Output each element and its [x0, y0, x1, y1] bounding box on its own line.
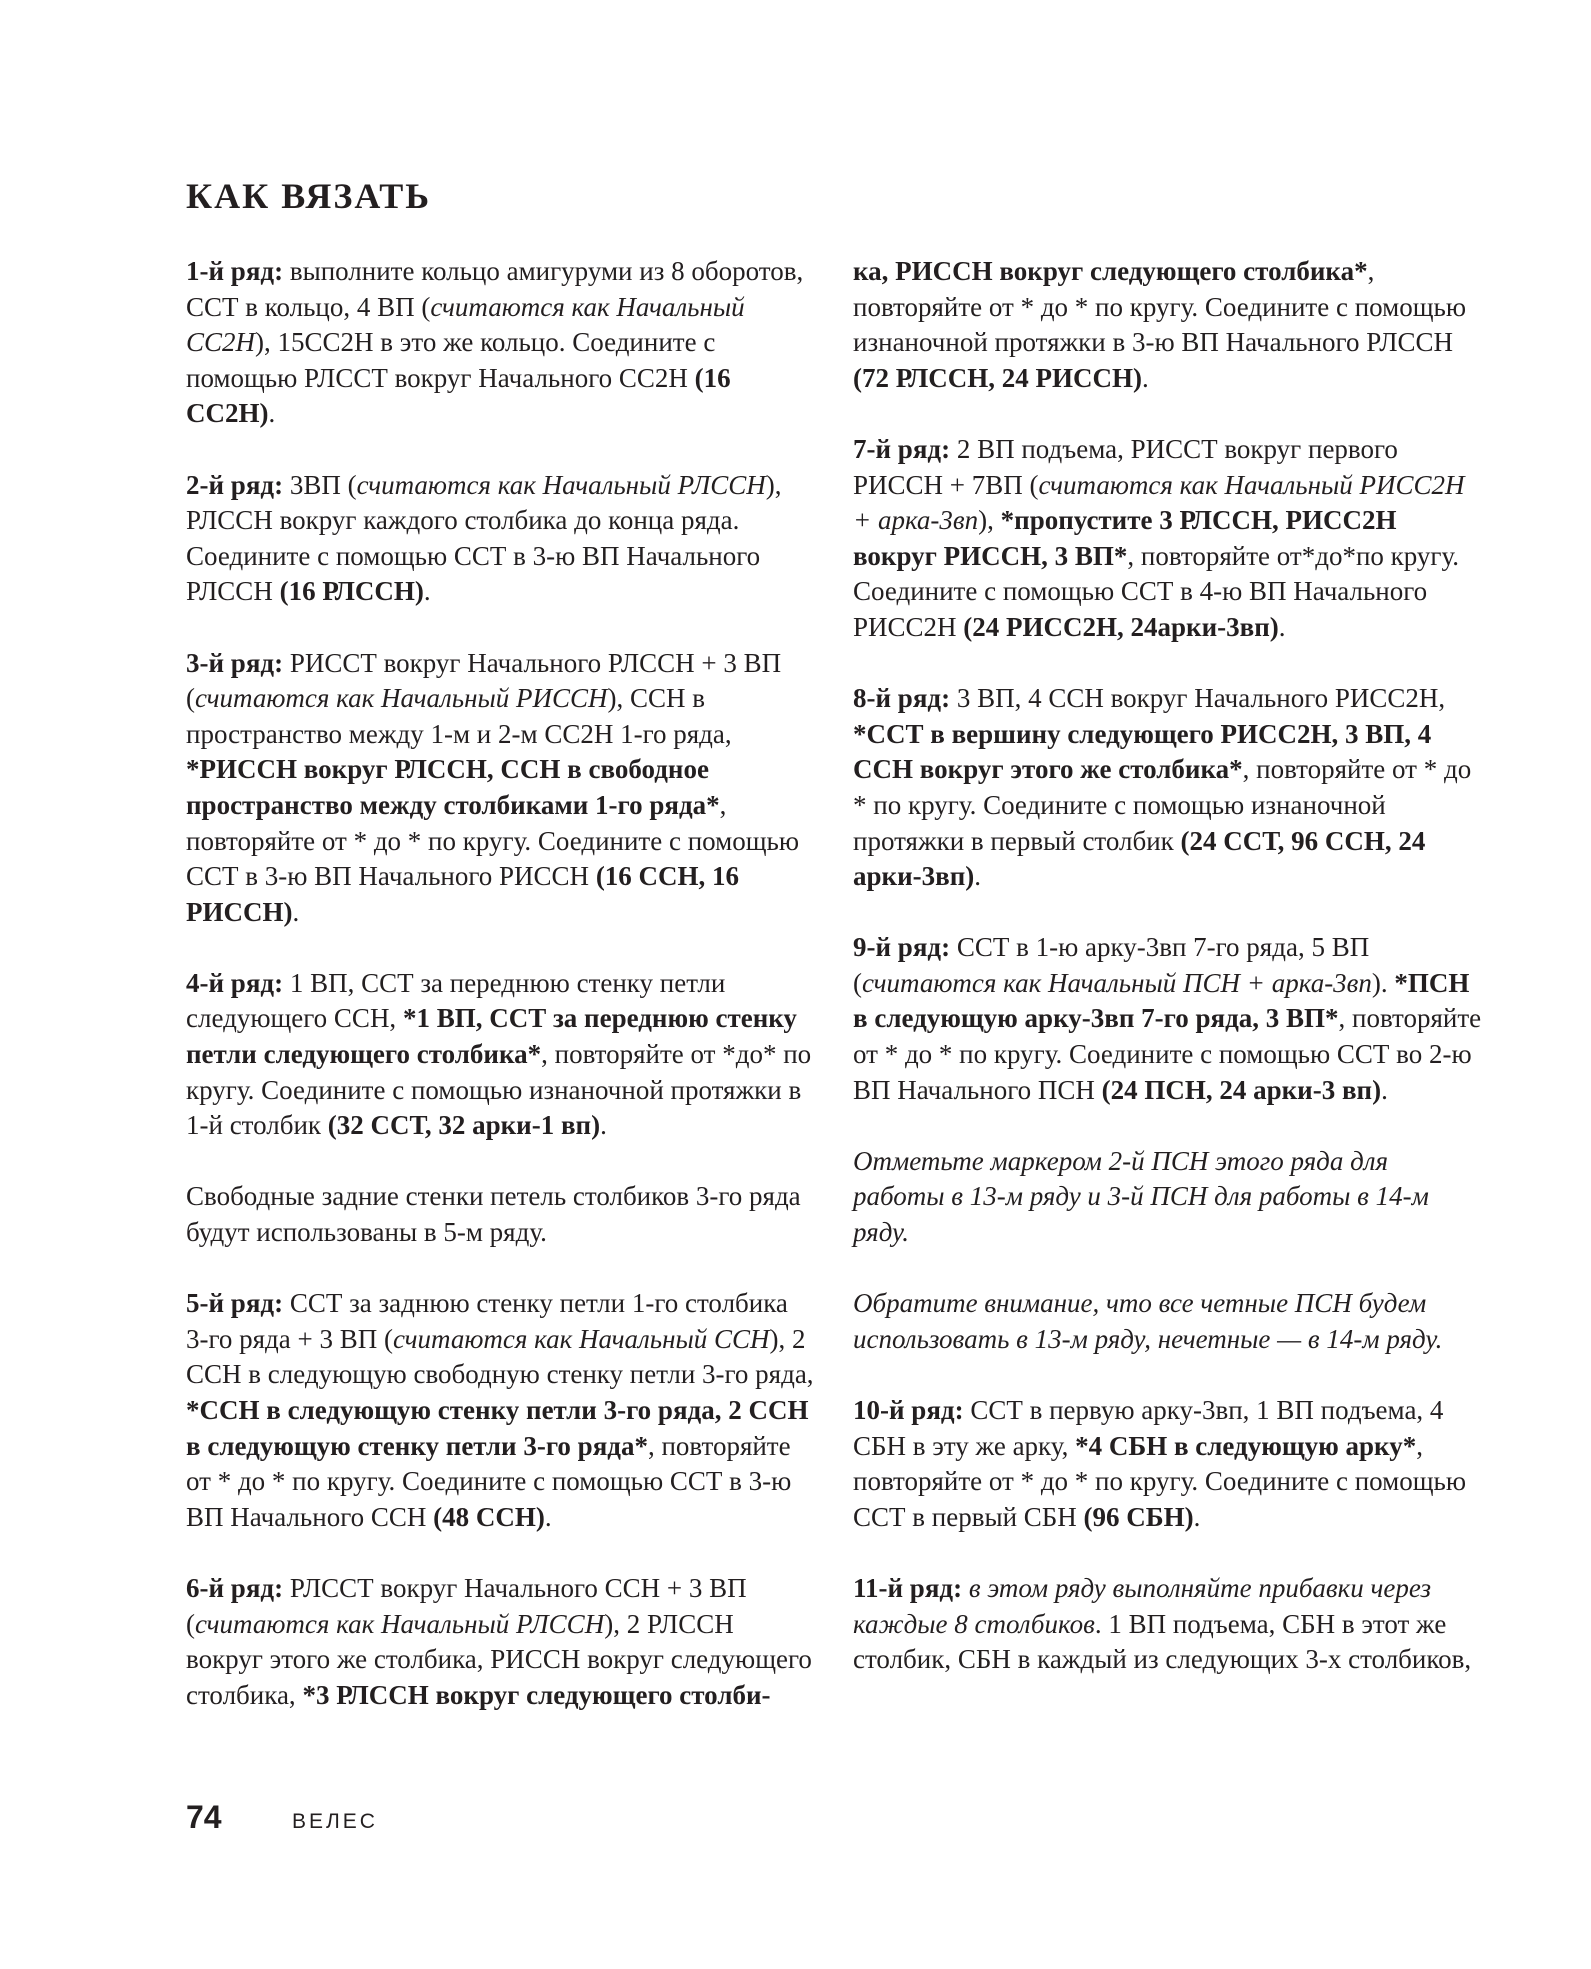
- italic-text: считаются как Начальный РИССН: [195, 683, 608, 714]
- text-run: , повторяйте от * до * по кругу. Соедините с помощью ССТ в 3-ю ВП Начального РИССН: [186, 789, 799, 892]
- text-run: ).: [1371, 967, 1395, 998]
- page-footer: [186, 1799, 378, 1836]
- italic-text: считаются как Начальный ПСН + арка-3вп: [862, 967, 1372, 998]
- text-run: ССТ в первую арку-3вп, 1 ВП подъема, 4 СБН в эту же арку,: [853, 1395, 1444, 1461]
- italic-text: считаются как Начальный РИСС2Н + арка-3вп: [853, 469, 1465, 536]
- bold-text: (24 РИСС2Н, 24арки-3вп): [963, 611, 1279, 642]
- text-run: , повторяйте от * до * по кругу. Соедините с помощью изнаночной протяжки в 3-ю ВП Начального РЛССН: [853, 256, 1466, 358]
- bold-text: (24 ПСН, 24 арки-3 вп): [1101, 1074, 1382, 1105]
- text-run: , повторяйте от *до* по кругу. Соедините с помощью изнаночной протяжки в 1-й столбик: [186, 1039, 812, 1141]
- text-run: [962, 1573, 969, 1603]
- text-run: ССТ за заднюю стенку петли 1-го столбика 3-го ряда + 3 ВП (: [186, 1288, 788, 1354]
- bold-text: *3 РЛССН вокруг следующего столби-: [302, 1679, 771, 1710]
- page-heading: КАК ВЯЗАТЬ: [186, 176, 432, 216]
- instruction-paragraph: [186, 1571, 814, 1713]
- bold-text: (96 СБН): [1083, 1501, 1194, 1532]
- bold-text: *ПСН в следующую арку-3вп 7-го ряда, 3 ВП*: [853, 967, 1470, 1034]
- italic-text: считаются как Начальный СС2Н: [186, 291, 745, 358]
- bold-text: *4 СБН в следующую арку*: [1075, 1430, 1417, 1461]
- italic-text: считаются как Начальный РЛССН: [356, 469, 766, 500]
- right-column: [853, 254, 1483, 1713]
- text-run: 3 ВП, 4 ССН вокруг Начального РИСС2Н,: [950, 683, 1446, 714]
- text-run: .: [292, 896, 300, 927]
- italic-text: считаются как Начальный РЛССН: [195, 1608, 605, 1639]
- left-column: [186, 254, 814, 1749]
- bold-text: *ССТ в вершину следующего РИСС2Н, 3 ВП, 4 ССН вокруг этого же столбика*: [853, 718, 1432, 785]
- italic-text: Обратите внимание, что все четные ПСН будем использовать в 13-м ряду, нечетные — в 14-м ряду.: [853, 1288, 1443, 1354]
- bold-text: *пропустите 3 РЛССН, РИСС2Н вокруг РИССН, 3 ВП*: [853, 505, 1397, 571]
- instruction-paragraph: [853, 254, 1483, 396]
- instruction-paragraph: [186, 1286, 814, 1535]
- text-run: . 1 ВП подъема, СБН в этот же столбик, СБН в каждый из следующих 3-х столбиков,: [853, 1608, 1472, 1675]
- bold-text: 7-й ряд:: [853, 433, 951, 464]
- text-run: .: [974, 861, 981, 892]
- text-run: , повторяйте от * до * по кругу. Соедините с помощью ССТ в первый СБН: [853, 1430, 1466, 1532]
- instruction-paragraph: [853, 432, 1483, 646]
- italic-text: считаются как Начальный ССН: [393, 1323, 770, 1354]
- text-run: .: [600, 1110, 607, 1141]
- page-number: 74: [186, 1799, 222, 1835]
- bold-text: 3-й ряд:: [186, 647, 284, 678]
- italic-text: в этом ряду выполняйте прибавки через каждые 8 столбиков: [853, 1572, 1432, 1639]
- instruction-paragraph: [853, 1144, 1483, 1251]
- bold-text: (16 ССН, 16 РИССН): [186, 861, 740, 927]
- text-run: ССТ в 1-ю арку-3вп 7-го ряда, 5 ВП (: [853, 932, 1370, 998]
- bold-text: (32 ССТ, 32 арки-1 вп): [327, 1110, 601, 1141]
- text-run: , повторяйте от*до*по кругу. Соедините с помощью ССТ в 4-ю ВП Начального РИСС2Н: [853, 540, 1460, 642]
- instruction-paragraph: [853, 681, 1483, 895]
- text-run: 3ВП (: [283, 469, 357, 500]
- text-run: выполните кольцо амигуруми из 8 оборотов, ССТ в кольцо, 4 ВП (: [186, 256, 804, 322]
- instruction-paragraph: [186, 646, 814, 931]
- bold-text: (48 ССН): [433, 1501, 545, 1532]
- bold-text: *РИССН вокруг РЛССН, ССН в свободное пространство между столбиками 1-го ряда*: [186, 754, 720, 820]
- bold-text: 10-й ряд:: [853, 1395, 964, 1425]
- text-run: .: [1142, 362, 1149, 393]
- bold-text: 4-й ряд:: [186, 967, 284, 998]
- text-run: ), 2 ССН в следующую свободную стенку петли 3-го ряда,: [186, 1323, 814, 1390]
- bold-text: 11-й ряд:: [853, 1572, 963, 1603]
- instruction-paragraph: [186, 1179, 814, 1250]
- bold-text: 1-й ряд:: [186, 256, 284, 286]
- text-run: ),: [978, 505, 1001, 536]
- bold-text: ка, РИССН вокруг следующего столбика*: [853, 256, 1368, 286]
- text-run: .: [1278, 611, 1286, 642]
- bold-text: (24 ССТ, 96 ССН, 24 арки-3вп): [853, 825, 1426, 892]
- bold-text: 2-й ряд:: [186, 469, 284, 500]
- text-run: , повторяйте от * до * по кругу. Соедините с помощью изнаночной протяжки в первый столбик: [853, 754, 1472, 856]
- text-run: ), 2 РЛССН вокруг этого же столбика, РИССН вокруг следующего столбика,: [186, 1608, 812, 1710]
- text-run: , повторяйте от * до * по кругу. Соедините с помощью ССТ в 3-ю ВП Начального ССН: [186, 1430, 792, 1532]
- text-run: РЛССТ вокруг Начального ССН + 3 ВП (: [186, 1572, 747, 1639]
- text-run: РИССТ вокруг Начального РЛССН + 3 ВП (: [186, 647, 782, 714]
- text-run: .: [1193, 1501, 1201, 1532]
- instruction-paragraph: [186, 966, 814, 1144]
- instruction-paragraph: [853, 1571, 1483, 1678]
- bold-text: (16 СС2Н): [186, 362, 731, 429]
- instruction-paragraph: [186, 254, 814, 432]
- text-run: , повторяйте от * до * по кругу. Соедините с помощью ССТ во 2-ю ВП Начального ПСН: [853, 1003, 1482, 1105]
- bold-text: 8-й ряд:: [853, 683, 951, 714]
- bold-text: 6-й ряд:: [186, 1572, 284, 1603]
- text-run: .: [1381, 1074, 1388, 1105]
- bold-text: *ССН в следующую стенку петли 3-го ряда, 2 ССН в следующую стенку петли 3-го ряда*: [186, 1395, 809, 1461]
- bold-text: 9-й ряд:: [853, 932, 951, 963]
- text-run: 2 ВП подъема, РИССТ вокруг первого РИССН + 7ВП (: [853, 433, 1398, 500]
- bold-text: 5-й ряд:: [186, 1288, 284, 1319]
- bold-text: (72 РЛССН, 24 РИССН): [853, 362, 1143, 393]
- text-run: .: [423, 576, 431, 607]
- text-run: Свободные задние стенки петель столбиков 3-го ряда будут использованы в 5-м ряду.: [186, 1181, 801, 1248]
- text-run: .: [544, 1501, 552, 1532]
- instruction-paragraph: [853, 1393, 1483, 1535]
- bold-text: (16 РЛССН): [279, 576, 424, 607]
- publisher-name: ВЕЛЕС: [292, 1810, 378, 1833]
- text-run: ), РЛССН вокруг каждого столбика до конца ряда. Соедините с помощью ССТ в 3-ю ВП Начального РЛССН: [186, 469, 782, 607]
- instruction-paragraph: [853, 1286, 1483, 1357]
- italic-text: Отметьте маркером 2-й ПСН этого ряда для работы в 13-м ряду и 3-й ПСН для работы в 14-м ряду.: [853, 1145, 1429, 1248]
- text-run: ), ССН в пространство между 1-м и 2-м СС2Н 1-го ряда,: [186, 683, 732, 749]
- text-run: 1 ВП, ССТ за переднюю стенку петли следующего ССН,: [186, 967, 726, 1034]
- instruction-paragraph: [186, 468, 814, 610]
- text-run: .: [268, 398, 276, 429]
- instruction-paragraph: [853, 930, 1483, 1108]
- text-run: ), 15СС2Н в это же кольцо. Соедините с помощью РЛССТ вокруг Начального СС2Н: [186, 327, 716, 393]
- bold-text: *1 ВП, ССТ за переднюю стенку петли следующего столбика*: [186, 1003, 797, 1070]
